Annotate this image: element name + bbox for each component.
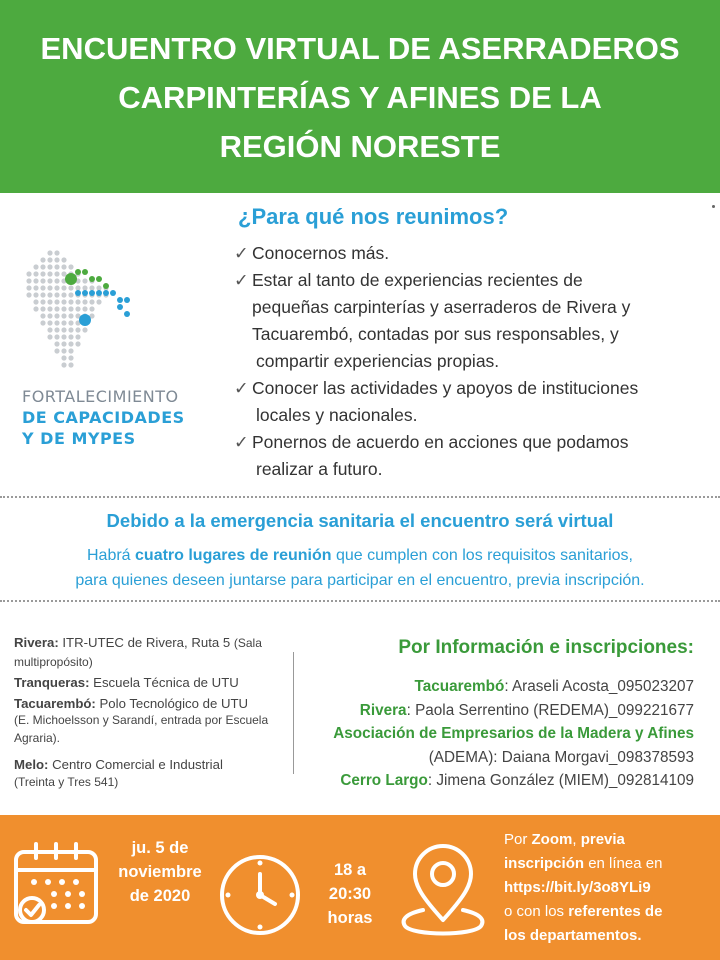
purpose-item (234, 429, 704, 483)
title-line-1: ENCUENTRO VIRTUAL DE ASERRADEROS (40, 31, 680, 66)
place-detail: (Treinta y Tres 541) (14, 774, 119, 789)
contact-person: : Araseli Acosta_095023207 (504, 678, 694, 695)
header-banner (0, 0, 720, 193)
logo-text (22, 386, 185, 449)
place-detail: (E. Michoelsson y Sarandí, entrada por Escuela Agraria). (14, 713, 269, 745)
mypes-logo (22, 245, 192, 385)
logo-line-1: FORTALECIMIENTO (22, 387, 179, 406)
contact-dept: Asociación de Empresarios de la Madera y Afines (333, 725, 694, 742)
event-date (110, 836, 210, 908)
zoom-text-d: previa (580, 831, 625, 848)
dotted-divider (0, 496, 720, 498)
contact-dept: Rivera (359, 701, 407, 719)
dotted-divider (0, 600, 720, 602)
purpose-item-text: locales y nacionales. (256, 405, 418, 425)
time-line-1: 18 a (333, 861, 367, 879)
meeting-places (14, 634, 289, 794)
time-line-3: horas (327, 909, 373, 927)
purpose-title: ¿Para qué nos reunimos? (238, 204, 509, 229)
info-title: Por Información e inscripciones: (398, 637, 694, 658)
contact-person: (ADEMA): Daiana Morgavi_098378593 (428, 748, 694, 766)
logo-line-2: DE CAPACIDADES (22, 408, 185, 427)
purpose-item-text: pequeñas carpinterías y aserraderos de Rivera y (252, 297, 631, 317)
contact-person: : Jimena González (MIEM)_092814109 (427, 772, 694, 789)
checkmark-icon: ✓ (234, 270, 249, 290)
zoom-info (504, 828, 714, 948)
place-detail: (Sala multipropósito) (14, 636, 262, 669)
date-line-3: de 2020 (129, 887, 191, 905)
virtual-text-line2: para quienes deseen juntarse para participar en el encuentro, previa inscripción. (75, 572, 645, 589)
virtual-notice-text (0, 543, 720, 593)
purpose-item-text: Tacuarembó, contadas por sus responsables, y (252, 324, 619, 344)
purpose-item-text: realizar a futuro. (256, 459, 383, 479)
location-pin-icon (393, 840, 493, 940)
place-item (14, 634, 289, 671)
place-key: Melo: (14, 757, 49, 772)
virtual-text-b: que cumplen con los requisitos sanitarios, (331, 547, 633, 564)
zoom-text-h: referentes de (568, 903, 663, 920)
place-value: Centro Comercial e Industrial (48, 757, 223, 772)
purpose-item-text: Conocer las actividades y apoyos de instituciones (252, 378, 639, 398)
decorative-dot (712, 205, 715, 208)
virtual-text-bold: cuatro lugares de reunión (135, 547, 332, 564)
contact-line (300, 675, 694, 699)
title-line-2: CARPINTERÍAS Y AFINES DE LA (118, 80, 602, 115)
purpose-item-text: Conocernos más. (252, 243, 390, 263)
zoom-text-i: los departamentos. (504, 927, 642, 944)
place-item (14, 756, 289, 791)
contact-list (300, 675, 694, 793)
purpose-item-text: Estar al tanto de experiencias recientes de (252, 270, 583, 290)
purpose-item-text: Ponernos de acuerdo en acciones que podamos (252, 432, 629, 452)
logo-line-3: Y DE MYPES (22, 429, 136, 448)
virtual-notice-title: Debido a la emergencia sanitaria el encuentro será virtual (106, 510, 614, 531)
place-key: Tacuarembó: (14, 695, 96, 711)
zoom-text-f: en línea en (584, 855, 663, 872)
title-line-3: REGIÓN NORESTE (219, 129, 501, 164)
contact-dept: Tacuarembó (414, 678, 505, 695)
place-value: ITR-UTEC de Rivera, Ruta 5 (58, 635, 234, 650)
zoom-text-e: inscripción (504, 855, 585, 872)
contact-line (300, 722, 694, 746)
place-key: Tranqueras: (14, 675, 90, 690)
contact-dept: Cerro Largo (340, 772, 428, 789)
purpose-item (234, 267, 704, 375)
contact-line (300, 769, 694, 793)
vertical-divider (293, 652, 294, 774)
zoom-text-g: o con los (504, 903, 569, 920)
place-item (14, 695, 289, 748)
virtual-text-a: Habrá (86, 547, 136, 564)
event-time (322, 858, 378, 930)
zoom-text-a: Por (504, 831, 532, 848)
place-key: Rivera: (14, 635, 59, 650)
date-line-2: noviembre (118, 863, 202, 881)
time-line-2: 20:30 (328, 885, 372, 903)
checkmark-icon: ✓ (234, 378, 249, 398)
zoom-text-b: Zoom (531, 831, 573, 848)
contact-line (300, 746, 694, 770)
place-value: Escuela Técnica de UTU (89, 675, 239, 690)
zoom-url-link[interactable]: https://bit.ly/3o8YLi9 (504, 879, 651, 896)
contact-line (300, 699, 694, 723)
purpose-list (234, 240, 704, 483)
place-item (14, 674, 289, 692)
place-value: Polo Tecnológico de UTU (95, 695, 249, 711)
calendar-icon (10, 838, 102, 938)
clock-icon (217, 852, 303, 938)
purpose-item (234, 375, 704, 429)
contact-person: : Paola Serrentino (REDEMA)_099221677 (406, 701, 694, 719)
checkmark-icon: ✓ (234, 243, 249, 263)
date-line-1: ju. 5 de (131, 839, 189, 857)
checkmark-icon: ✓ (234, 432, 249, 452)
purpose-item-text: compartir experiencias propias. (256, 351, 500, 371)
purpose-item (234, 240, 704, 267)
zoom-text-c: , (572, 831, 581, 848)
